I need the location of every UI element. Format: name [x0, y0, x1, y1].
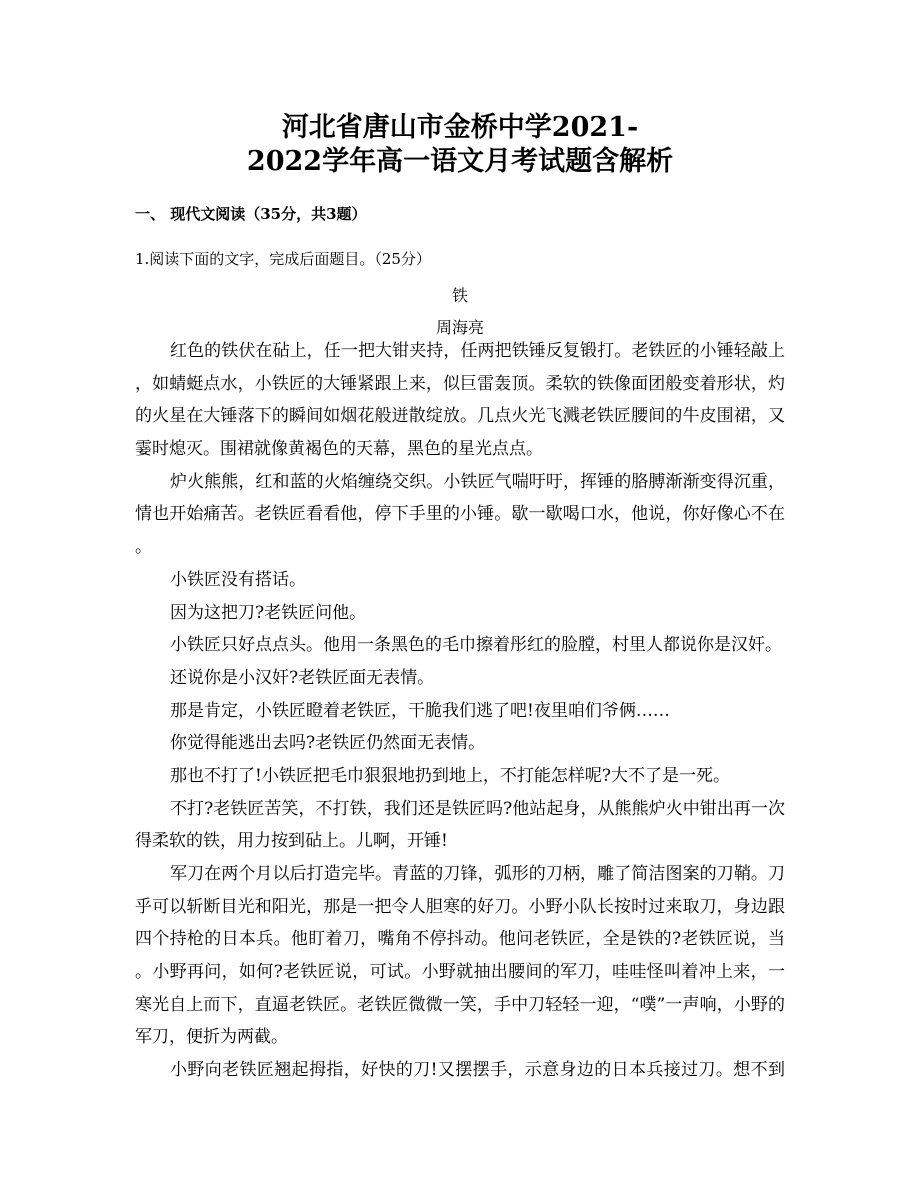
- text-line: 得柔软的铁，用力按到砧上。儿啊，开锤!: [135, 831, 448, 852]
- document-title-line-2: 2022学年高一语文月考试题含解析: [246, 146, 674, 177]
- text-line: 乎可以斩断目光和阳光，那是一把令人胆寒的好刀。小野小队长按时过来取刀，身边跟: [135, 896, 785, 917]
- article-author: 周海亮: [435, 318, 484, 337]
- text-line: 那也不打了!小铁匠把毛巾狠狠地扔到地上，不打能怎样呢?大不了是一死。: [170, 765, 730, 786]
- text-line: 小铁匠只好点点头。他用一条黑色的毛巾擦着彤红的脸膛，村里人都说你是汉奸。: [170, 635, 782, 656]
- question-prompt: 1.阅读下面的文字，完成后面题目。（25分）: [135, 250, 431, 268]
- text-line: 四个持枪的日本兵。他盯着刀，嘴角不停抖动。他问老铁匠，全是铁的?老铁匠说，当: [135, 929, 785, 950]
- text-line: 红色的铁伏在砧上，任一把大钳夹持，任两把铁锤反复锻打。老铁匠的小锤轻敲上: [170, 341, 785, 361]
- text-line: 小铁匠没有搭话。: [170, 569, 306, 590]
- text-line: 军刀在两个月以后打造完毕。青蓝的刀锋，弧形的刀柄，雕了简洁图案的刀鞘。刀: [170, 864, 785, 884]
- section-heading: 一、 现代文阅读（35分，共3题）: [135, 205, 367, 223]
- text-line: 还说你是小汉奸?老铁匠面无表情。: [170, 667, 435, 688]
- text-line: 寒光自上而下，直逼老铁匠。老铁匠微微一笑，手中刀轻轻一迎，“噗”一声响，小野的: [135, 994, 785, 1015]
- text-line: 霎时熄灭。围裙就像黄褐色的天幕，黑色的星光点点。: [135, 439, 543, 460]
- text-line: 情也开始痛苦。老铁匠看看他，停下手里的小锤。歇一歇喝口水，他说，你好像心不在: [135, 504, 785, 525]
- text-line: 。小野再问，如何?老铁匠说，可试。小野就抽出腰间的军刀，哇哇怪叫着冲上来，一: [135, 962, 785, 983]
- article-body: [135, 335, 785, 1087]
- text-line: 的火星在大锤落下的瞬间如烟花般迸散绽放。几点火光飞溅老铁匠腰间的牛皮围裙，又: [135, 406, 785, 427]
- text-line: 你觉得能逃出去吗?老铁匠仍然面无表情。: [170, 733, 486, 754]
- text-line: 炉火熊熊，红和蓝的火焰缠绕交织。小铁匠气喘吁吁，挥锤的胳膊渐渐变得沉重，: [170, 471, 785, 492]
- text-line: 那是肯定，小铁匠瞪着老铁匠，干脆我们逃了吧!夜里咱们爷俩……: [170, 700, 670, 721]
- text-line: ，如蜻蜓点水，小铁匠的大锤紧跟上来，似巨雷轰顶。柔软的铁像面团般变着形状，灼: [135, 373, 785, 394]
- text-line: 军刀，便折为两截。: [135, 1027, 288, 1048]
- text-line: 。: [135, 537, 152, 558]
- document-title-line-1: 河北省唐山市金桥中学2021-: [281, 112, 639, 143]
- text-line: 因为这把刀?老铁匠问他。: [170, 602, 367, 623]
- text-line: 不打?老铁匠苦笑，不打铁，我们还是铁匠吗?他站起身，从熊熊炉火中钳出再一次: [170, 798, 785, 819]
- text-line: 小野向老铁匠翘起拇指，好快的刀!又摆摆手，示意身边的日本兵接过刀。想不到: [170, 1060, 785, 1081]
- article-title: 铁: [451, 286, 468, 305]
